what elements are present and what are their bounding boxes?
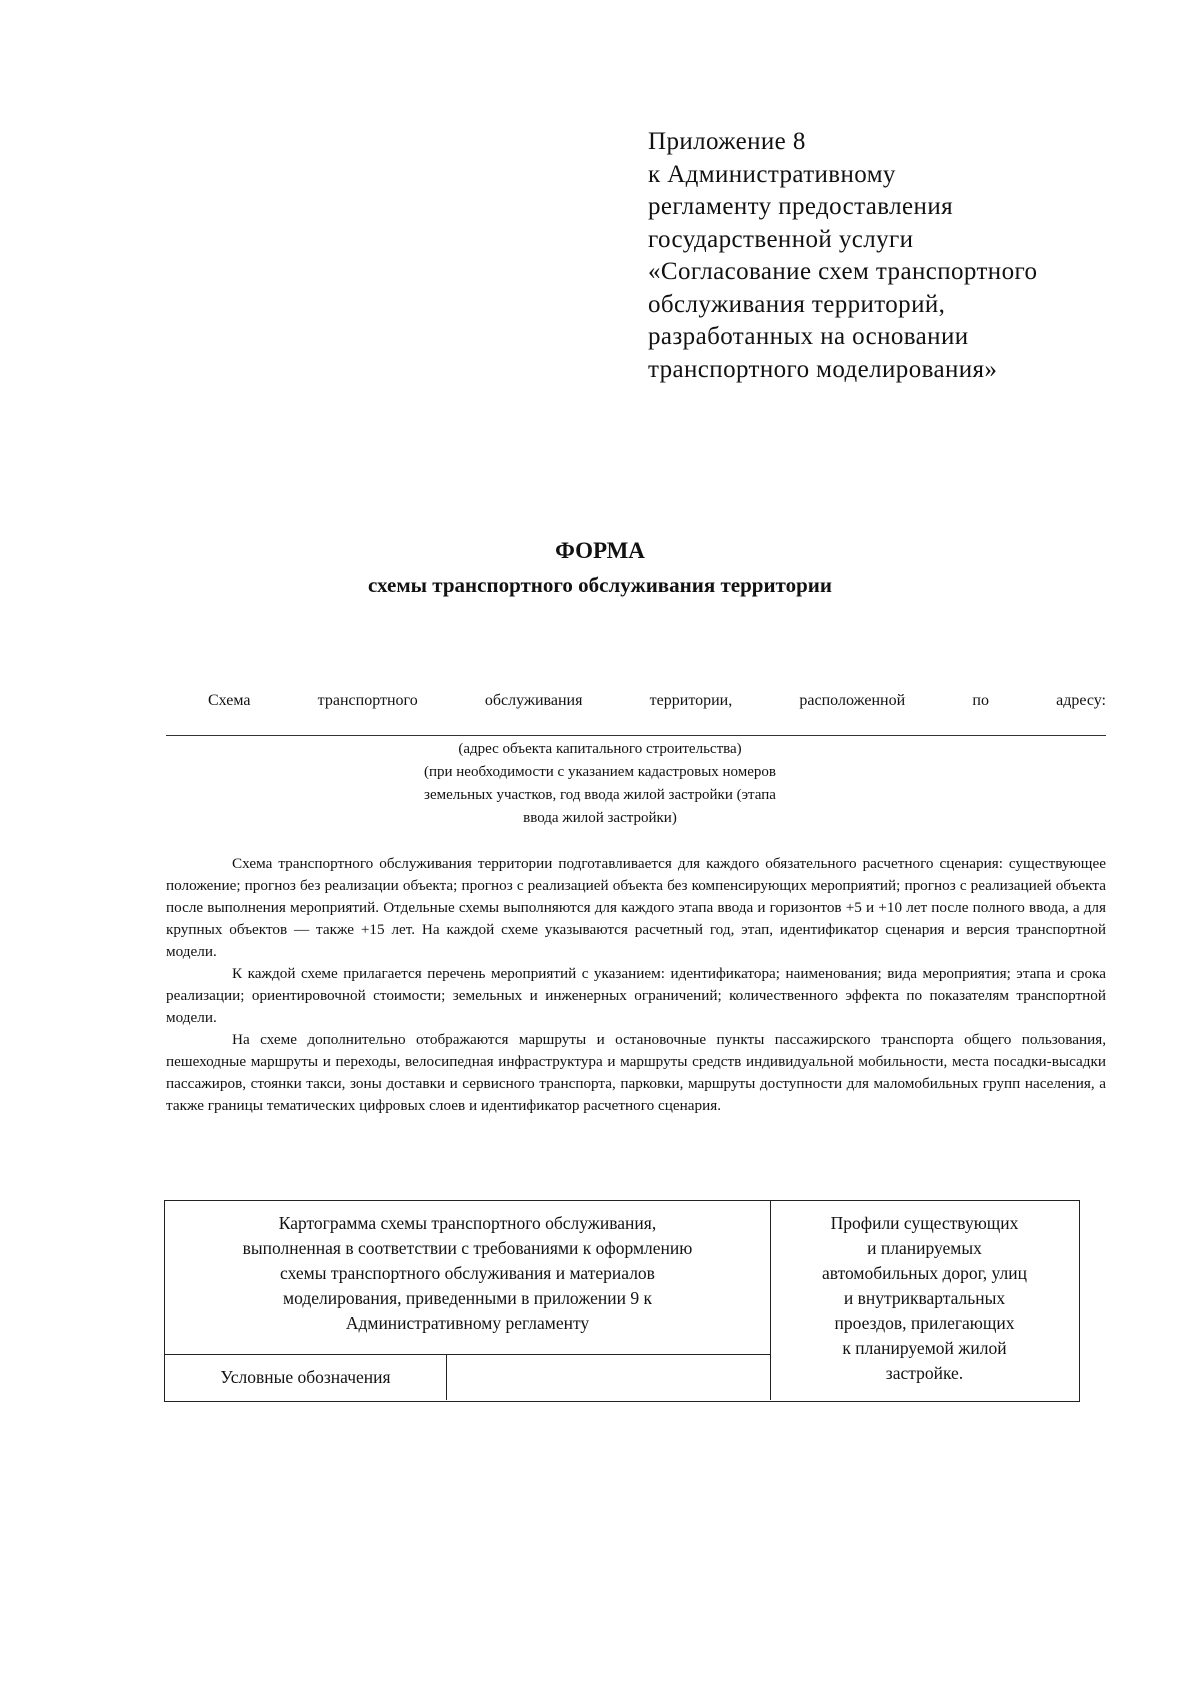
profiles-cell-line: Профили существующих bbox=[830, 1213, 1019, 1233]
body-paragraph: Схема транспортного обслуживания территории подготавливается для каждого обязательного расчетного сценария: существующее положение; прогноз без реализации объекта; прогноз с реализацией объекта без компенсирующих мероприятий; прогноз с реализацией объекта после выполнения мероприятий. Отдельные схемы выполняются для каждого этапа ввода и горизонтов +5 и +10 лет после полного ввода, а для крупных объектов — также +15 лет. На каждой схеме указываются расчетный год, этап, идентификатор сценария и версия транспортной модели. bbox=[166, 855, 1106, 960]
profiles-cell-line: автомобильных дорог, улиц bbox=[821, 1263, 1028, 1283]
body-paragraph: На схеме дополнительно отображаются маршруты и остановочные пункты пассажирского транспорта общего пользования, пешеходные маршруты и переходы, велосипедная инфраструктура и маршруты средств индивидуальной мобильности, места посадки-высадки пассажиров, стоянки такси, зоны доставки и сервисного транспорта, парковки, маршруты доступности для маломобильных групп населения, а также границы тематических цифровых слоев и идентификатор расчетного сценария. bbox=[166, 1031, 1106, 1114]
appendix-line: «Согласование схем транспортного bbox=[648, 258, 1038, 285]
map-cell-line: схемы транспортного обслуживания и материалов bbox=[280, 1263, 655, 1283]
appendix-line: разработанных на основании bbox=[648, 323, 969, 350]
map-cell-line: Картограмма схемы транспортного обслуживания, bbox=[278, 1213, 657, 1233]
map-cell-line: выполненная в соответствии с требованиями к оформлению bbox=[242, 1238, 693, 1258]
map-cell-line: Административному регламенту bbox=[345, 1313, 590, 1333]
body-text bbox=[166, 853, 1106, 1117]
appendix-line: регламенту предоставления bbox=[648, 193, 954, 220]
appendix-header bbox=[648, 126, 1168, 386]
profiles-cell-line: и планируемых bbox=[867, 1238, 982, 1258]
address-hint-line: земельных участков, год ввода жилой застройки (этапа bbox=[424, 787, 776, 803]
address-line: Схема транспортного обслуживания территории, расположенной по адресу: bbox=[208, 692, 1106, 709]
address-hint bbox=[300, 738, 900, 830]
address-hint-line: (адрес объекта капитального строительства) bbox=[458, 741, 742, 757]
profiles-cell-line: проездов, прилегающих bbox=[834, 1313, 1015, 1333]
address-hint-line: ввода жилой застройки) bbox=[523, 810, 677, 826]
profiles-cell-line: к планируемой жилой bbox=[842, 1338, 1007, 1358]
appendix-line: обслуживания территорий, bbox=[648, 290, 946, 318]
appendix-line: государственной услуги bbox=[648, 225, 914, 253]
appendix-line: Приложение 8 bbox=[648, 128, 806, 155]
appendix-line: к Административному bbox=[648, 160, 896, 188]
legend-label-cell: Условные обозначения bbox=[165, 1355, 447, 1400]
legend-value-cell bbox=[447, 1355, 771, 1400]
address-underline bbox=[166, 735, 1106, 736]
body-paragraph: К каждой схеме прилагается перечень мероприятий с указанием: идентификатора; наименования; вида мероприятия; этапа и срока реализации; ориентировочной стоимости; земельных и инженерных ограничений; количественного эффекта по показателям транспортной модели. bbox=[166, 965, 1106, 1026]
form-title: ФОРМА bbox=[555, 538, 645, 563]
profiles-cell-line: и внутриквартальных bbox=[843, 1288, 1006, 1308]
map-cell-line: моделирования, приведенными в приложении 9 к bbox=[283, 1288, 652, 1308]
form-subtitle: схемы транспортного обслуживания территории bbox=[368, 573, 832, 597]
map-cell bbox=[165, 1201, 771, 1355]
form-table bbox=[164, 1200, 1080, 1402]
profiles-cell-line: застройке. bbox=[885, 1363, 964, 1383]
address-hint-line: (при необходимости с указанием кадастровых номеров bbox=[423, 764, 776, 780]
appendix-line: транспортного моделирования» bbox=[648, 355, 998, 383]
profiles-cell bbox=[771, 1201, 1078, 1400]
